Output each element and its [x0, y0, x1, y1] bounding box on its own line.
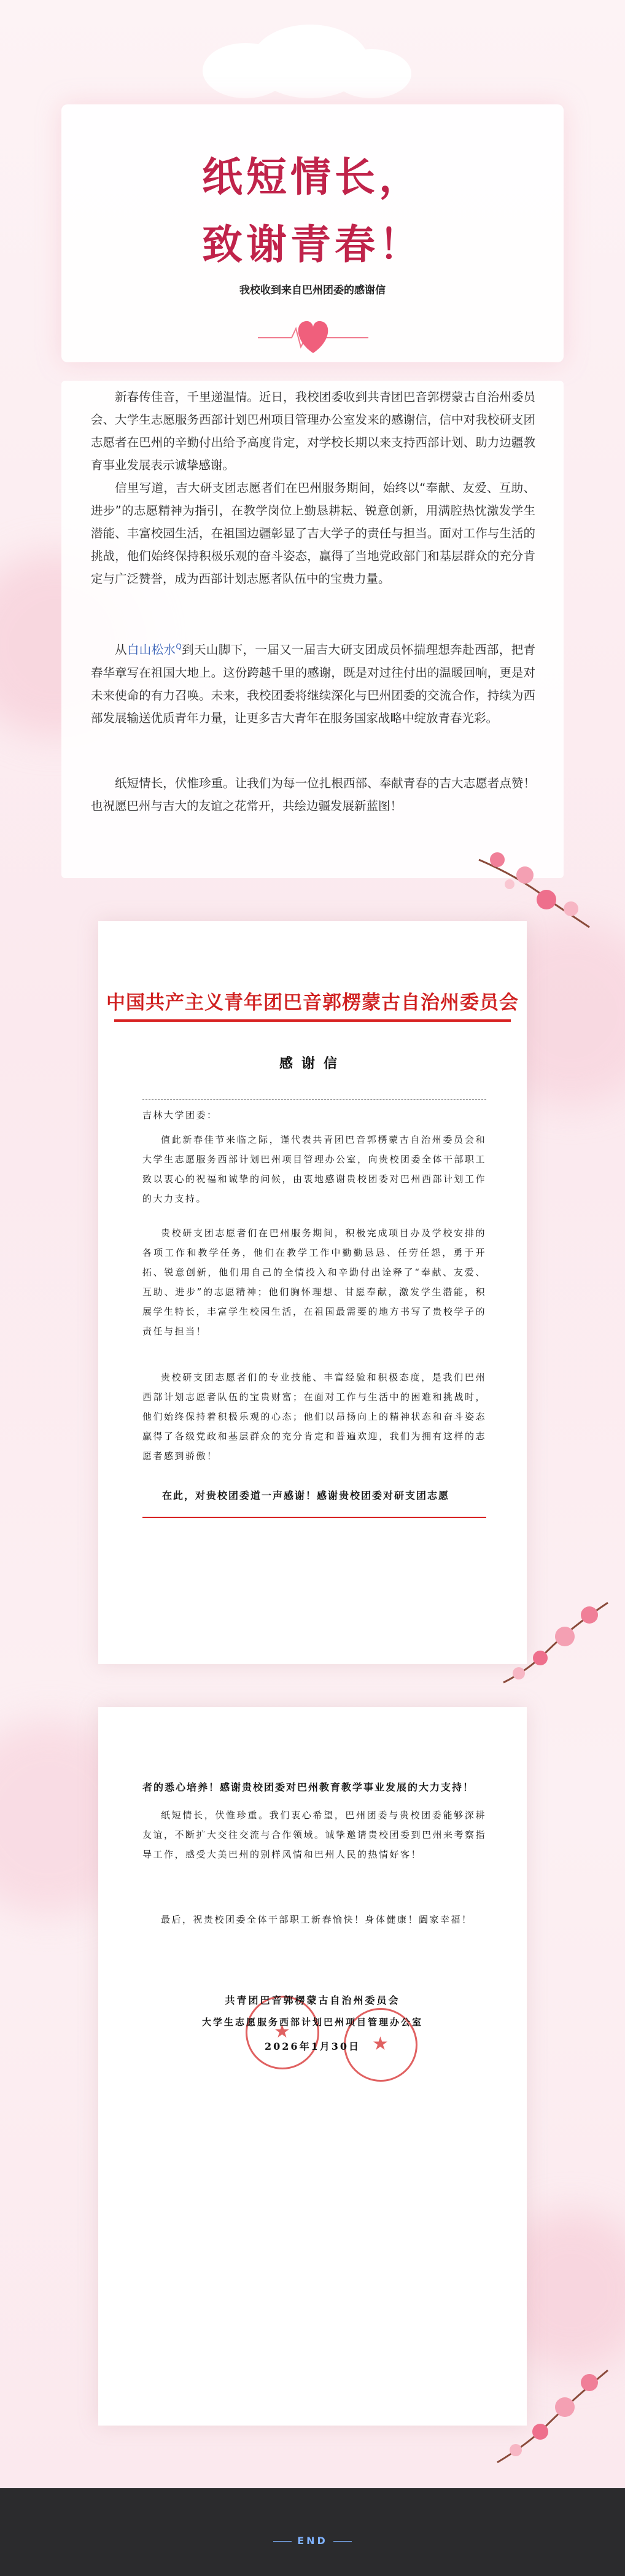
cloud-decoration	[332, 49, 411, 98]
letter-paragraph-3: 贵校研支团志愿者们的专业技能、丰富经验和积极态度，是我们巴州西部计划志愿者队伍的宝贵财富；在面对工作与生活中的困难和挑战时，他们始终保持着积极乐观的心态；他们以昂扬向上的精神状态和奋斗姿态赢得了各级党政和基层群众的充分肯定和普遍欢迎，我们为拥有这样的志愿者感到骄傲！	[142, 1372, 487, 1461]
letter-divider	[142, 1099, 486, 1100]
letter-bottom-rule	[142, 1517, 486, 1518]
heart-icon	[258, 310, 368, 359]
baishansongshui-link[interactable]: 白山松水	[126, 642, 176, 657]
cherry-blossom-icon	[473, 841, 596, 933]
article-paragraph-4: 纸短情长，伏惟珍重。让我们为每一位扎根西部、奉献青春的吉大志愿者点赞！也祝愿巴州与吉大的友谊之花常开，共绘边疆发展新蓝图！	[91, 776, 535, 813]
letter-paragraph-2: 贵校研支团志愿者们在巴州服务期间，积极完成项目办及学校安排的各项工作和教学任务，他们在教学工作中勤勤恳恳、任劳任怨，勇于开拓、锐意创新，他们用自己的全情投入和辛勤付出诠释了“奉献、友爱、互助、进步”的志愿精神；他们胸怀理想、甘愿奉献，激发学生潜能，积展学生特长，丰富学生校园生活，在祖国最需要的地方书写了贵校学子的责任与担当！	[142, 1228, 487, 1337]
page-title-line2: 致谢青春！	[202, 221, 423, 268]
article-paragraph-2: 信里写道，吉大研支团志愿者们在巴州服务期间，始终以“奉献、友爱、互助、进步”的志愿精神为指引，在教学岗位上勤恳耕耘、锐意创新，用满腔热忱激发学生潜能、丰富校园生活，在祖国边疆彰显了吉大学子的责任与担当。面对工作与生活的挑战，他们始终保持积极乐观的奋斗姿态，赢得了当地党政部门和基层群众的充分肯定与广泛赞誉，成为西部计划志愿者队伍中的宝贵力量。	[91, 481, 535, 586]
letter-paragraph-7: 最后，祝贵校团委全体干部职工新春愉快！身体健康！阖家幸福！	[161, 1914, 473, 1925]
letter-paragraph-5: 者的悉心培养！感谢贵校团委对巴州教育教学事业发展的大力支持！	[142, 1781, 475, 1793]
article-paragraph-3-pre: 从	[115, 642, 127, 657]
letter-paragraph-6: 纸短情长，伏惟珍重。我们衷心希望，巴州团委与贵校团委能够深耕友谊，不断扩大交往交流与合作领域。诚挚邀请贵校团委到巴州来考察指导工作，感受大美巴州的别样风情和巴州人民的热情好客！	[142, 1810, 487, 1860]
letter-red-rule	[114, 1019, 511, 1022]
letter-salutation: 吉林大学团委：	[142, 1110, 218, 1121]
signature-org-1: 共青团巴音郭楞蒙古自治州委员会	[225, 1994, 400, 2006]
cherry-blossom-icon	[491, 1590, 614, 1689]
signature-date: 2026年1月30日	[265, 2041, 360, 2052]
letter-paragraph-1: 值此新春佳节来临之际，谨代表共青团巴音郭楞蒙古自治州委员会和大学生志愿服务西部计划巴州项目管理办公室，向贵校团委全体干部职工致以衷心的祝福和诚挚的问候，由衷地感谢贵校团委对巴州西部计划工作的大力支持。	[142, 1134, 487, 1204]
page-subtitle: 我校收到来自巴州团委的感谢信	[239, 284, 386, 297]
article-paragraph-3-post: 到天山脚下，一届又一届吉大研支团成员怀揣理想奔赴西部，把青春华章写在祖国大地上。这份跨越千里的感谢，既是对过往付出的温暖回响，更是对未来使命的有力召唤。未来，我校团委将继续深化与巴州团委的交流合作，持续为西部发展输送优质青年力量，让更多吉大青年在服务国家战略中绽放青春光彩。	[91, 642, 535, 725]
article-paragraph-1: 新春传佳音，千里递温情。近日，我校团委收到共青团巴音郭楞蒙古自治州委员会、大学生志愿服务西部计划巴州项目管理办公室发来的感谢信，信中对我校研支团志愿者在巴州的辛勤付出给予高度肯定，对学校长期以来支持西部计划、助力边疆教育事业发展表示诚挚感谢。	[91, 390, 535, 472]
letter-org-header: 中国共产主义青年团巴音郭楞蒙古自治州委员会	[106, 992, 519, 1014]
end-label: END	[297, 2535, 328, 2547]
link-marker-icon: Q	[176, 642, 182, 651]
letter-title: 感谢信	[279, 1056, 346, 1072]
footer-bar	[0, 2488, 625, 2576]
cherry-blossom-icon	[479, 2364, 614, 2469]
official-seal	[246, 1996, 319, 2069]
page-title-line1: 纸短情长，	[202, 154, 423, 201]
signature-org-2: 大学生志愿服务西部计划巴州项目管理办公室	[201, 2017, 423, 2028]
letter-paragraph-4: 在此，对贵校团委道一声感谢！感谢贵校团委对研支团志愿	[162, 1490, 450, 1501]
article-paragraph-3	[91, 636, 535, 730]
